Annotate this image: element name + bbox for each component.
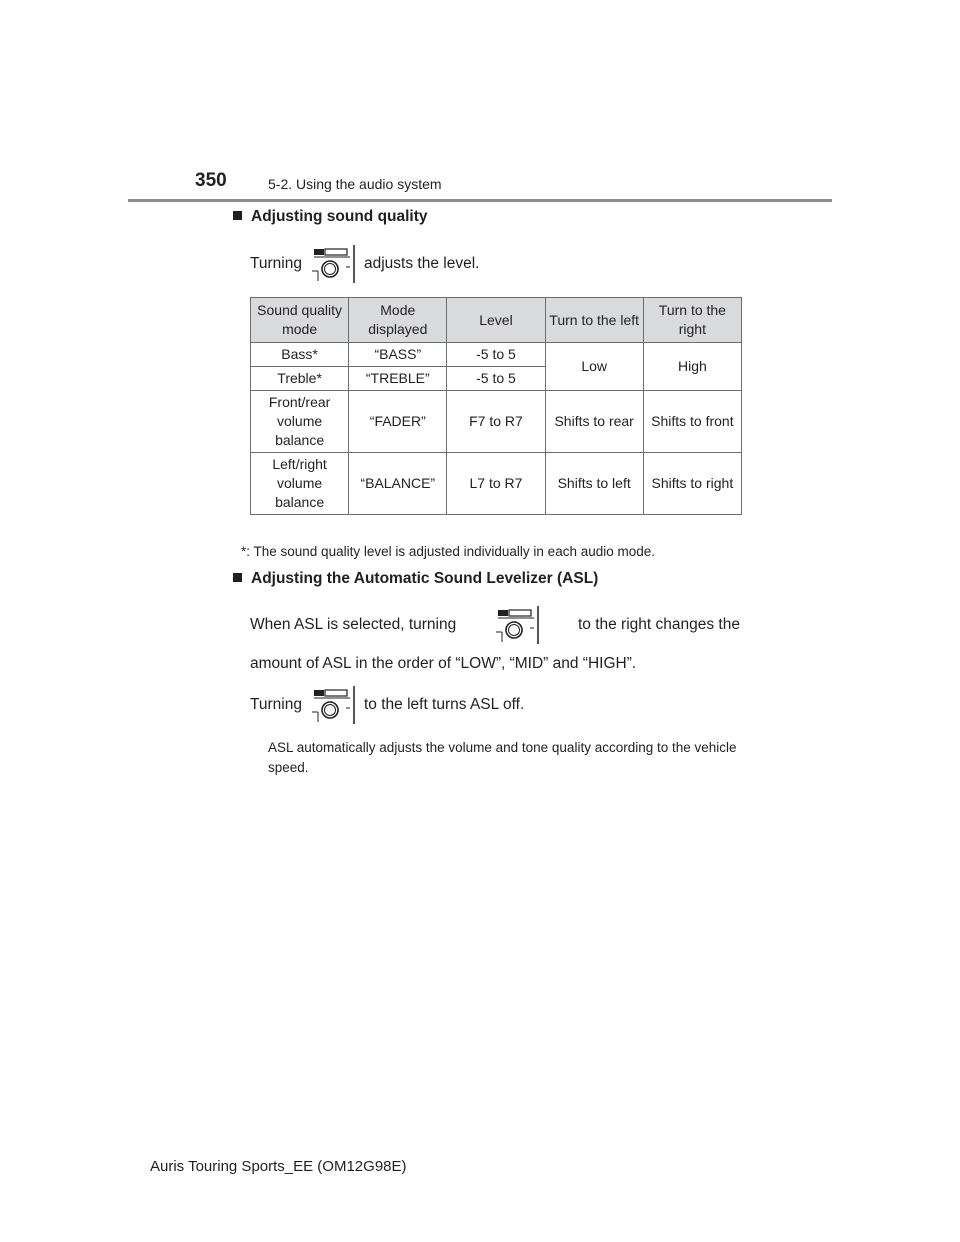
level-cell: -5 to 5 [447,367,545,391]
setup-knob-icon [310,245,356,283]
header-sound-quality-mode: Sound quality mode [251,298,349,343]
display-cell: “TREBLE” [349,367,447,391]
left-cell: Shifts to rear [545,391,643,453]
shared-left-cell: Low [545,343,643,391]
left-cell: Shifts to left [545,453,643,515]
mode-cell: Treble* [251,367,349,391]
asl-line1-before: When ASL is selected, turning [250,616,457,633]
mode-cell: Bass* [251,343,349,367]
sound-quality-table [250,297,742,515]
table-row [251,453,742,515]
level-cell: F7 to R7 [447,391,545,453]
display-cell: “BALANCE” [349,453,447,515]
header-mode-displayed: Mode displayed [349,298,447,343]
square-bullet-icon [233,573,242,582]
header-level: Level [447,298,545,343]
display-cell: “BASS” [349,343,447,367]
asl-line-1 [250,606,740,644]
page-number: 350 [195,170,227,191]
header-turn-right: Turn to the right [643,298,741,343]
right-cell: Shifts to right [643,453,741,515]
asl-note: ASL automatically adjusts the volume and tone quality according to the vehicle speed. [268,740,737,775]
sound-quality-heading-text: Adjusting sound quality [251,208,428,225]
asl-line2-text: amount of ASL in the order of “LOW”, “MID” and “HIGH”. [250,655,637,672]
sound-quality-heading [233,208,428,226]
square-bullet-icon [233,211,242,220]
asl-heading-text: Adjusting the Automatic Sound Levelizer (ASL) [251,570,599,587]
page-footer: Auris Touring Sports_EE (OM12G98E) [150,1158,407,1175]
section-title: 5-2. Using the audio system [268,176,442,192]
setup-knob-icon [494,606,540,644]
mode-cell: Left/right volume balance [251,453,349,515]
asl-heading [233,570,598,588]
level-cell: -5 to 5 [447,343,545,367]
right-cell: Shifts to front [643,391,741,453]
asl-line3-after: to the left turns ASL off. [363,696,525,713]
level-cell: L7 to R7 [447,453,545,515]
asl-line3-before: Turning [250,696,302,713]
table-footnote: *: The sound quality level is adjusted individually in each audio mode. [241,544,656,559]
table-row [251,391,742,453]
asl-line-3 [250,686,524,724]
asl-line1-after: to the right changes the [577,616,740,633]
sound-quality-intro [250,245,479,283]
intro-before-text: Turning [250,255,302,272]
header-divider [128,199,832,202]
setup-knob-icon [310,686,356,724]
asl-line-2 [250,655,636,673]
header-turn-left: Turn to the left [545,298,643,343]
mode-cell: Front/rear volume balance [251,391,349,453]
table-header-row [251,298,742,343]
shared-right-cell: High [643,343,741,391]
table-row [251,343,742,367]
display-cell: “FADER” [349,391,447,453]
intro-after-text: adjusts the level. [363,255,480,272]
